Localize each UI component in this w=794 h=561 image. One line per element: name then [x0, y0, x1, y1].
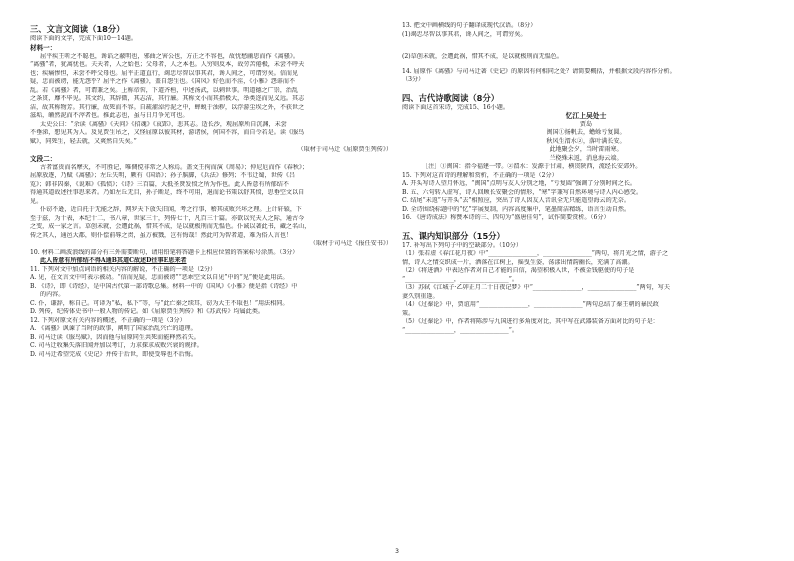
- right-column: [402, 22, 770, 547]
- question-14-score: （3分）: [402, 76, 425, 83]
- poem-note: ［注］①闽国：指今福建一带。②渭水：发源于甘肃，横贯陕西，流经长安郊外。: [422, 163, 642, 171]
- poem-author: 贾岛: [579, 121, 593, 128]
- poem-line: 秋风生渭水②，落叶满长安。: [546, 137, 626, 145]
- material1-line: 滋垢，皭然泥而不滓者也。推此志也，虽与日月争光可也。: [30, 112, 189, 119]
- page-number: 3: [395, 548, 399, 555]
- question-13-item-2: (2)草创未就，会遭此祸，惜其不成，是以就极刑而无愠色。: [402, 53, 563, 60]
- material2-title: 文段二：: [30, 154, 57, 163]
- question-17-item: （5）《过秦论》中，作者将陈涉与九国进行多角度对比，其中写在武器装备方面对比的句子是：: [402, 318, 659, 326]
- poem-title: 忆江上吴处士: [565, 112, 607, 120]
- material1-line: 屈平疾王听之不聪也，谗谄之蔽明也，邪曲之害公也，方正之不容也，故忧愁幽思而作《离骚》。: [40, 52, 299, 60]
- question-15-option: B. 五、六句转入虚写，诗人回顾长安聚会的情形，“寒”字兼写自然环境与诗人内心感受。: [402, 188, 643, 196]
- question-10-sentence: 此人皆意有所郁结不得A通B其道C故述D往事E思来者: [40, 257, 187, 264]
- question-17-item: 妻久别重逢。: [402, 292, 439, 300]
- material2-line: 见。: [30, 197, 43, 205]
- section4-title: 四、古代诗歌阅读（8分）: [402, 92, 500, 103]
- material1-line: 太史公曰：“余读《离骚》《天问》《招魂》《哀郢》，悲其志。适长沙，观屈原所自沉渊，未尝: [40, 120, 287, 128]
- material1-line: “离骚”者，犹离忧也。夫天者，人之始也；父母者，人之本也。人穷则反本，故劳苦倦极，未尝不呼天: [30, 61, 305, 68]
- material2-line: 之变，成一家之言。草创未就，会遭此祸，惜其不成，是以就极刑而无愠色。仆诚以著此书，藏之名山，: [30, 223, 311, 230]
- question-17-item: “________________，________________”。: [402, 326, 518, 334]
- question-12-option: C. 司马迁收集失落旧闻并加以考订，力求探求成败兴衰的规律。: [30, 342, 203, 349]
- question-17-item: （2）《将进酒》中表达作者对自己才能的自信，渴望积极入世，不被金钱驱使的句子是: [402, 267, 635, 275]
- question-17-item: （1）张若虚《春江花月夜》中“________________，________________”两句，将月光之情，游子之: [402, 250, 669, 258]
- question-12-option: A. 《离骚》讽谏了当时的政事，阐明了国家治乱兴亡的道理。: [30, 325, 197, 332]
- question-17-item: （4）《过秦论》中，贾谊用“________________，________________”两句总结了秦王朝的暴民政: [402, 301, 659, 309]
- poem-line: 此地聚会夕，当时雷雨寒。: [549, 146, 623, 154]
- material1-source: （取材于司马迁《屈原贾生列传》）: [297, 146, 392, 153]
- question-15: 15. 下列对这首诗的理解和赏析，不正确的一项是（2分）: [402, 171, 558, 179]
- question-14: 14. 屈原作《离骚》与司马迁著《史记》的原因有何相同之处？请简要概括，并根据文段内容作分析。: [402, 67, 676, 75]
- material1-line: 赋》，同死生，轻去就，又爽然自失矣。”: [30, 137, 137, 145]
- material2-line: 至于兹，为十表，本纪十二，书八章，世家三十，列传七十，凡百三十篇。亦欲以究天人之际，通古今: [30, 214, 305, 222]
- poem-line: 兰桡殊未返，消息海云端。: [549, 154, 623, 162]
- question-11-option: D. 列传，纪传体史书中一般人物的传记。如《屈原贾生列传》和《苏武传》均属此类。: [30, 308, 265, 315]
- material1-title: 材料一：: [30, 43, 57, 52]
- question-17-item: 情，诗人之情交织成一片，洒落在江树上，摇曳生姿，荡漾出情韵幽长，充满了高潮。: [402, 258, 634, 266]
- material1-text: [30, 53, 392, 147]
- material2-source: （取材于司马迁《报任安书》）: [309, 240, 392, 247]
- question-11-option: 的内容。: [40, 291, 65, 298]
- material2-line: 览》；韩非囚秦，《说难》《孤愤》；《诗》三百篇，大抵圣贤发愤之所为作也。此人皆意有所郁结不: [30, 180, 289, 188]
- question-16: 16. 《唐诗成法》称赞本诗的三、四句为“盛唐佳句”，试作简要赏析。（6分）: [402, 214, 610, 222]
- material2-line: 得通其道故述往事思来者。乃如左丘无目，孙子断足，终不可用，退而论书策以舒其愤，思垂空文以自: [30, 189, 305, 196]
- material1-line: 疑，忠而被谤，能无怨乎？屈平之作《离骚》，盖自怨生也。《国风》好色而不淫，《小雅》怨诽而不: [30, 78, 296, 85]
- question-15-option: C. 结尾“未返”与开头“去”相照应，突出了诗人因友人音讯全无只能遥望海云的无奈。: [402, 197, 630, 205]
- question-11-option: B. 《诗》，即《诗经》，是中国古代第一部诗歌总集。材料一中的《国风》《小雅》便是指《诗经》中: [30, 282, 298, 290]
- section5-title: 五、课内知识部分（15分）: [402, 230, 505, 241]
- material2-text: [30, 164, 392, 241]
- material1-line: 乱。若《离骚》者，可谓兼之矣。上称帝喾，下道齐桓，中述汤武，以刺世事。明道德之广崇，治乱: [30, 86, 299, 94]
- material1-line: 之条贯，靡不毕见。其文约，其辞微，其志洁，其行廉。其称文小而其指极大，举类迩而见义远。其志: [30, 95, 305, 102]
- question-17-item: “________________，________________”。: [402, 275, 518, 283]
- question-11-option: C. 仆，谦辞，称自己。可译为“私，私下”等，与“此亡秦之续耳，窃为大王不取也！”用法相同。: [30, 299, 289, 307]
- material2-line: 屈原放逐，乃赋《离骚》；左丘失明，厥有《国语》；孙子膑脚，《兵法》修列；不韦迁蜀，世传《吕: [30, 172, 296, 179]
- section3-title: 三、文言文阅读（18分）: [30, 24, 125, 34]
- poem-line: 闽国①扬帆去，蟾蜍亏复圆。: [546, 129, 626, 137]
- question-17-item: （3）苏轼《江城子·乙卯正月二十日夜记梦》中“________________，________________”两句，写夫: [402, 284, 670, 292]
- section4-intro: 阅读下面这首宋诗，完成15、16小题。: [402, 103, 509, 111]
- question-15-option: A. 开头写诗人望月怀远，“闽国”点明与友人分别之地，“亏复圆”强调了分别时间之长。: [402, 180, 637, 188]
- question-13-item-1: (1)竭忠尽智以事其君，谗人间之，可谓穷矣。: [402, 30, 527, 38]
- material2-line: 古者富贵而名摩灭，不可胜记，唯倜傥非常之人称焉。盖文王拘而演《周易》；仲尼厄而作《春秋》；: [40, 163, 309, 171]
- material1-line: 不垂涕，想见其为人。及见贾生吊之，又怪屈原以彼其材，游诸侯，何国不容，而自令若是。读《服鸟: [30, 129, 305, 136]
- question-12-option: B. 司马迁读《服鸟赋》，因而他与屈原同生共死而能释然若失。: [30, 333, 200, 341]
- material2-line: 仆窃不逊，近自托于无能之辞，网罗天下放失旧闻，考之行事，稽其成败兴坏之理。上计轩辕，下: [40, 206, 303, 213]
- question-10: 10. 材料二画波浪线的部分有三外需要断句，请用铅笔将答题卡上相应位置的答案标号涂黑。（3分）: [30, 248, 299, 256]
- question-13: 13. 把文中画横线的句子翻译成现代汉语。（8分）: [402, 22, 537, 29]
- question-17-item: 策。: [402, 309, 415, 317]
- question-12: 12. 下列对原文有关内容的概述，不正确的一项是（3分）: [30, 316, 186, 324]
- left-column: [30, 22, 392, 547]
- section3-intro: 阅读下面的文字，完成下面10～14题。: [30, 35, 137, 42]
- material2-line: 传之其人，通邑大都，则仆偿前辱之责，虽万被戮，岂有悔哉！然此可为智者道，难为俗人言也！: [30, 231, 293, 239]
- question-17: 17. 补写出下列句子中的空缺部分。（10分）: [402, 241, 522, 249]
- question-15-option: D. 全诗围绕标题中的“忆”字展复制，内容高度集中，笔墨简洁精练，语言生动自然。: [402, 205, 631, 213]
- material1-line: 洁，故其称物芳。其行廉，故死而不容。自疏濯淖污泥之中，蝉蜕于浊秽，以浮游尘埃之外，不获世之: [30, 103, 305, 111]
- question-11-option: A. 见，在文言文中可表示被动。“信而见疑，忠而被谤”“恶乖空文以自见”中的“见”便是此用法。: [30, 274, 289, 281]
- material1-line: 也；疾痛惨怛，未尝不呼父母也。屈平正道直行，竭忠尽智以事其君，谗人间之，可谓穷矣。信而见: [30, 69, 299, 77]
- question-12-option: D. 司马迁希望完成《史记》并传于后世，即使受辱也不后悔。: [30, 350, 197, 358]
- question-11: 11. 下列对文中加点词语的相关内容的解说，不正确的一项是（2分）: [30, 265, 217, 273]
